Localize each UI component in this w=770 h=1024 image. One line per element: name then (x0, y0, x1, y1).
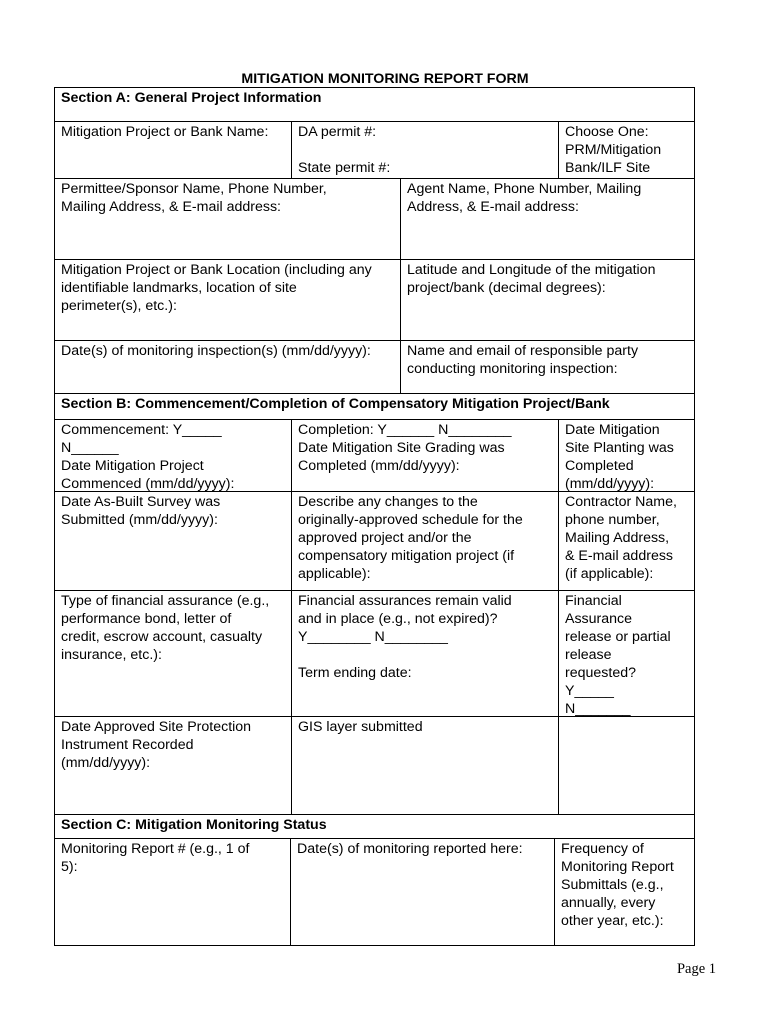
as-built-survey-field[interactable]: Date As-Built Survey was Submitted (mm/dd/yyyy): (54, 491, 291, 590)
permit-numbers-field[interactable]: DA permit #: State permit #: (291, 121, 558, 178)
section-b-heading: Section B: Commencement/Completion of Compensatory Mitigation Project/Bank (54, 393, 695, 419)
gis-layer-field[interactable]: GIS layer submitted (291, 716, 558, 814)
financial-assurance-valid-field[interactable]: Financial assurances remain valid and in place (e.g., not expired)? Y________ N________ Term ending date: (291, 590, 558, 716)
monitoring-dates-field[interactable]: Date(s) of monitoring reported here: (290, 838, 554, 946)
permittee-contact-field[interactable]: Permittee/Sponsor Name, Phone Number, Mailing Address, & E-mail address: (54, 178, 400, 259)
form-title: MITIGATION MONITORING REPORT FORM (241, 71, 529, 87)
section-a-heading: Section A: General Project Information (54, 87, 695, 121)
project-location-field[interactable]: Mitigation Project or Bank Location (including any identifiable landmarks, location of site perimeter(s), etc.): (54, 259, 400, 340)
responsible-party-field[interactable]: Name and email of responsible party conducting monitoring inspection: (400, 340, 695, 393)
schedule-changes-field[interactable]: Describe any changes to the originally-approved schedule for the approved project and/or the compensatory mitigation project (if applicable): (291, 491, 558, 590)
contractor-contact-field[interactable]: Contractor Name, phone number, Mailing Address, & E-mail address (if applicable): (558, 491, 695, 590)
completion-field[interactable]: Completion: Y______ N________ Date Mitigation Site Grading was Completed (mm/dd/yyyy): (291, 419, 558, 491)
page-number: Page 1 (676, 961, 716, 977)
report-frequency-field[interactable]: Frequency of Monitoring Report Submittals (e.g., annually, every other year, etc.): (554, 838, 695, 946)
commencement-field[interactable]: Commencement: Y_____ N______ Date Mitigation Project Commenced (mm/dd/yyyy): (54, 419, 291, 491)
assurance-release-field[interactable]: Financial Assurance release or partial release requested? Y_____ N_______ (558, 590, 695, 716)
financial-assurance-type-field[interactable]: Type of financial assurance (e.g., performance bond, letter of credit, escrow account, casualty insurance, etc.): (54, 590, 291, 716)
blank-cell[interactable] (558, 716, 695, 814)
section-c-heading: Section C: Mitigation Monitoring Status (54, 814, 695, 838)
lat-long-field[interactable]: Latitude and Longitude of the mitigation project/bank (decimal degrees): (400, 259, 695, 340)
site-protection-instrument-field[interactable]: Date Approved Site Protection Instrument Recorded (mm/dd/yyyy): (54, 716, 291, 814)
agent-contact-field[interactable]: Agent Name, Phone Number, Mailing Address, & E-mail address: (400, 178, 695, 259)
site-type-choice[interactable]: Choose One: PRM/Mitigation Bank/ILF Site (558, 121, 695, 178)
planting-date-field[interactable]: Date Mitigation Site Planting was Completed (mm/dd/yyyy): (558, 419, 695, 491)
project-name-field[interactable]: Mitigation Project or Bank Name: (54, 121, 291, 178)
inspection-dates-field[interactable]: Date(s) of monitoring inspection(s) (mm/dd/yyyy): (54, 340, 400, 393)
monitoring-report-number-field[interactable]: Monitoring Report # (e.g., 1 of 5): (54, 838, 290, 946)
